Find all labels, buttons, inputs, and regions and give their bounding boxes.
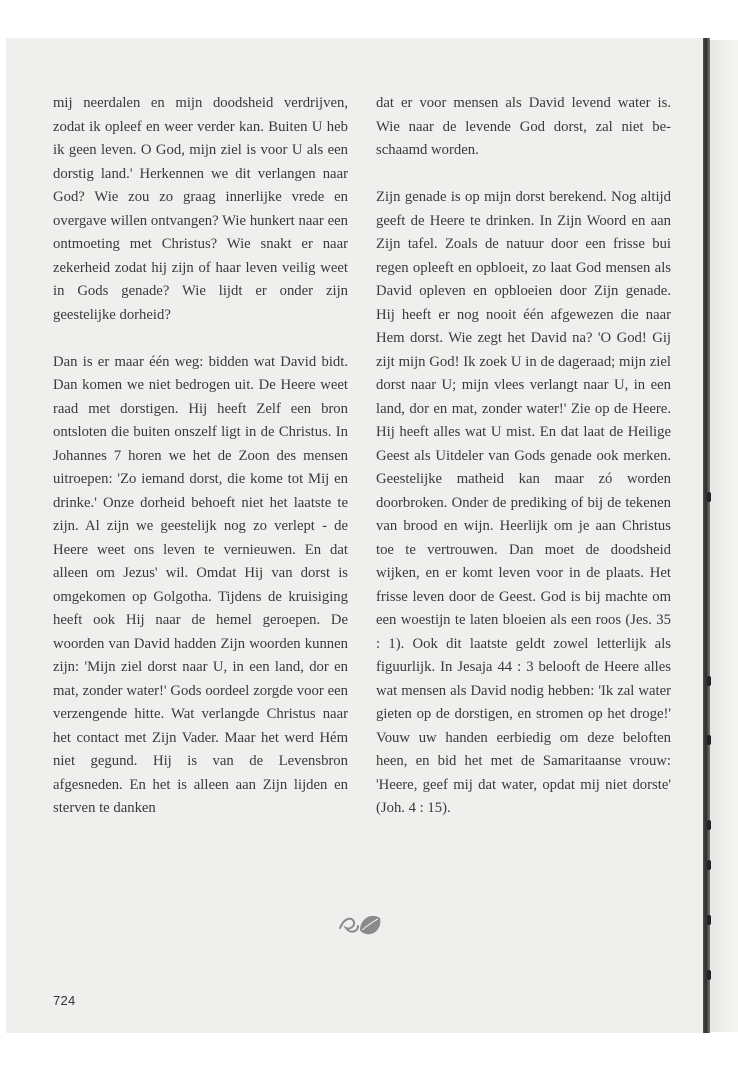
page-number: 724 (53, 993, 76, 1008)
page-edge-mark (707, 820, 711, 830)
left-text-column (53, 92, 348, 844)
page-edge-mark (707, 492, 711, 502)
paragraph: Dan is er maar één weg: bidden wat David bidt. Dan komen we niet bedrogen uit. De Heere weet raad met dorstigen. Hij heeft Zelf een bron ontsloten die buiten onszelf ligt in de Christus. In Johannes 7 horen we het de Zoon des mensen uitroepen: 'Zo iemand dorst, die kome tot Mij en drinke.' Onze dorheid behoeft niet het laatste te zijn. Al zijn we geestelijk nog zo verlept - de Heere weet ons leven te vernieuwen. En dat alleen om Jezus' wil. Omdat Hij van dorst is omgekomen op Golgotha. Tijdens de kruisiging heeft ook Hij naar de hemel geroepen. De woorden van David hadden Zijn woorden kunnen zijn: 'Mijn ziel dorst naar U, in een land, dor en mat, zonder water!' Gods oordeel zorgde voor een verzengende hitte. Wat verlangde Christus naar het contact met Zijn Vader. Maar het werd Hém niet gegund. Hij is van de Levensbron afgesneden. En het is alleen aan Zijn lijden en sterven te danken (53, 353, 348, 816)
page-edge-mark (707, 735, 711, 745)
paragraph: Zijn genade is op mijn dorst berekend. Nog altijd geeft de Heere te drinken. In Zijn Woord en aan Zijn tafel. Zoals de natuur door een frisse bui regen opleeft en opbloeit, zo laat God mensen als David opleven en opbloeien door Zijn genade. Hij heeft er nog nooit één afgewezen die naar Hem dorst. Wie zegt het David na? 'O God! Gij zijt mijn God! Ik zoek U in de dageraad; mijn ziel dorst naar U; mijn vlees verlangt naar U, in een land, dor en mat, zonder water!' Zie op de Heere. Hij heeft alles wat U mist. En dat laat de Heilige Geest als Uitdeler van Gods genade ook merken. Geestelijke matheid kan maar zó worden doorbroken. Onder de prediking of bij de tekenen van brood en wijn. Heerlijk om je aan Christus toe te vertrouwen. Dan moet de doodsheid wijken, en er komt leven voor in de plaats. Het frisse leven door de Geest. God is bij machte om een woestijn te laten bloeien als een roos (Jes. 35 : 1). Ook dit laatste geldt zowel letterlijk als figuurlijk. In Jesaja 44 : 3 belooft de Heere alles wat mensen als David nodig hebben: 'Ik zal water gieten op de dorstigen, en stromen op het droge!' Vouw uw handen eerbiedig om deze beloften heen, en bid het met de Samaritaanse vrouw: 'Heere, geef mij dat water, opdat mij niet dorste' (Joh. 4 : 15). (376, 189, 671, 816)
paragraph: mij neerdalen en mijn doodsheid verdrijven, zodat ik opleef en weer verder kan. Buiten U heb ik geen leven. O God, mijn ziel is voor U als een dorstig land.' Herkennen we dit verlangen naar God? Wie zou zo graag innerlijke vrede en overgave willen ontvangen? Wie hunkert naar een ontmoeting met Christus? Wie snakt er naar zekerheid zodat hij zijn of haar leven veilig weet in Gods genade? Wie lijdt er onder zijn geestelijke dorheid? (53, 95, 348, 323)
right-text-column (376, 92, 671, 844)
page-edge-mark (707, 860, 711, 870)
leaf-ornament-icon (336, 908, 384, 940)
book-gutter (703, 38, 710, 1033)
page-edge-mark (707, 915, 711, 925)
page-edge-mark (707, 970, 711, 980)
paragraph: dat er voor mensen als David levend water is. Wie naar de levende God dorst, zal niet beschaamd worden. (376, 95, 671, 158)
adjacent-page-edge (710, 40, 738, 1032)
page-edge-mark (707, 676, 711, 686)
